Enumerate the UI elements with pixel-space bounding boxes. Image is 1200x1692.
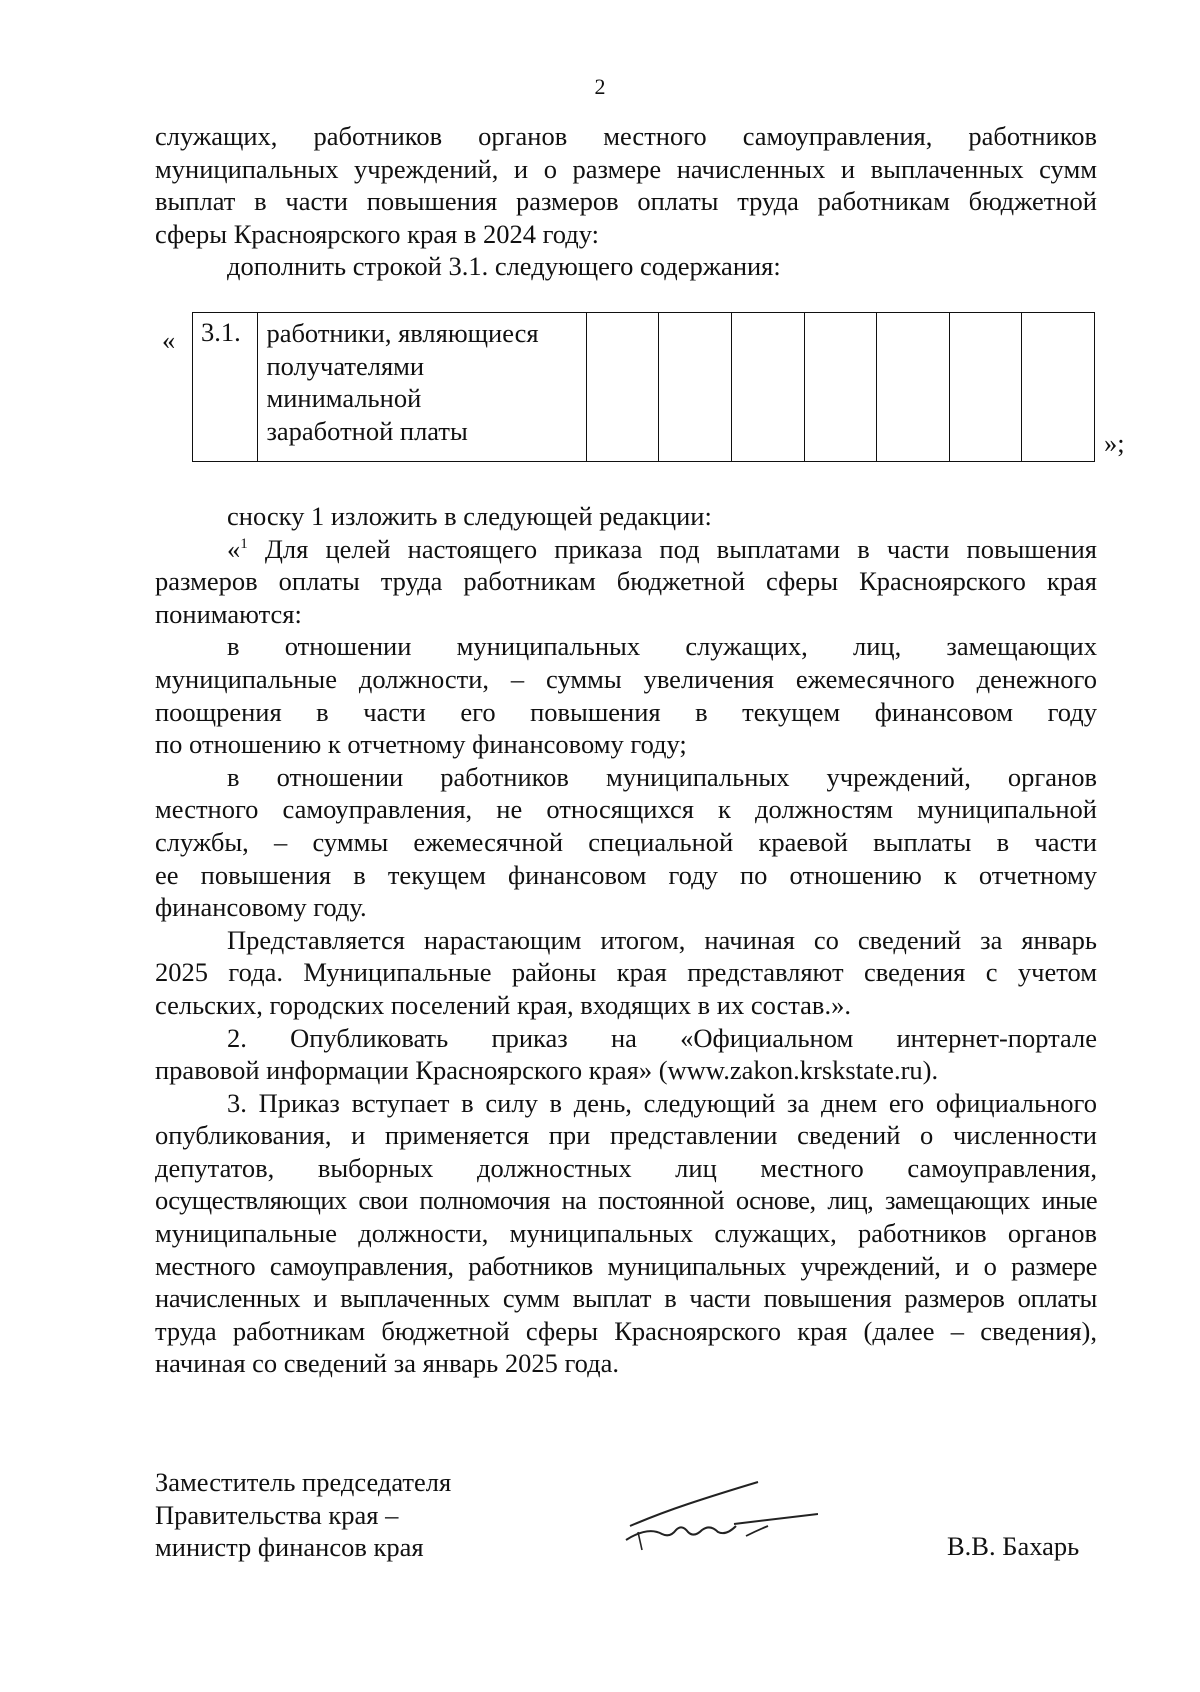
position-line: Правительства края – <box>155 1499 399 1530</box>
inserted-table-row <box>192 312 1095 462</box>
table-row <box>193 313 1095 462</box>
signatory-position <box>155 1466 451 1564</box>
text-line: осуществляющих свои полномочия на постоянной основе, лиц, замещающих иные <box>155 1185 1097 1216</box>
text-line: в отношении муниципальных служащих, лиц, замещающих <box>227 631 1097 662</box>
text-line: сферы Красноярского края в 2024 году: <box>155 218 600 249</box>
text-line: выплат в части повышения размеров оплаты труда работникам бюджетной <box>155 186 1097 217</box>
table-open-quote: « <box>162 325 176 355</box>
row-label-cell <box>258 313 586 462</box>
footnote-marker: 1 <box>240 535 248 552</box>
text-line: поощрения в части его повышения в текущем финансовом году <box>155 696 1097 727</box>
text-line: понимаются: <box>155 598 302 629</box>
row-label-line: заработной платы <box>266 415 468 446</box>
text-line: ее повышения в текущем финансовом году по отношению к отчетному <box>155 859 1097 890</box>
text-line: по отношению к отчетному финансовому году; <box>155 729 687 760</box>
footnote-open-quote: « <box>227 533 241 564</box>
row-label-line: работники, являющиеся <box>266 318 539 348</box>
text-line: в отношении работников муниципальных учреждений, органов <box>227 761 1097 792</box>
text-line: финансовому году. <box>155 892 367 923</box>
text-line: Представляется нарастающим итогом, начиная со сведений за январь <box>227 924 1097 955</box>
position-line: министр финансов края <box>155 1532 424 1563</box>
position-line: Заместитель председателя <box>155 1467 452 1497</box>
footnote-text: Для целей настоящего приказа под выплатами в части повышения <box>247 533 1097 564</box>
text-line: службы, – суммы ежемесячной специальной краевой выплаты в части <box>155 826 1097 857</box>
empty-cell <box>731 313 804 462</box>
footnote-first-line <box>155 533 1097 566</box>
text-line: труда работникам бюджетной сферы Красноярского края (далее – сведения), <box>155 1315 1097 1346</box>
empty-cell <box>586 313 659 462</box>
text-line: 2025 года. Муниципальные районы края представляют сведения с учетом <box>155 957 1097 988</box>
text-line: местного самоуправления, работников муниципальных учреждений, и о размере <box>155 1250 1097 1281</box>
add-row-instruction: дополнить строкой 3.1. следующего содержания: <box>227 251 781 282</box>
row-number-cell: 3.1. <box>193 313 258 462</box>
item-3-line: 3. Приказ вступает в силу в день, следующий за днем его официального <box>227 1087 1097 1118</box>
table-close-quote: »; <box>1104 428 1125 458</box>
empty-cell <box>804 313 877 462</box>
text-line: депутатов, выборных должностных лиц местного самоуправления, <box>155 1152 1097 1183</box>
text-line: сельских, городских поселений края, входящих в их состав.». <box>155 989 851 1020</box>
empty-cell <box>949 313 1022 462</box>
empty-cell <box>1022 313 1095 462</box>
text-line: муниципальные должности, муниципальных служащих, работников органов <box>155 1218 1097 1249</box>
empty-cell <box>659 313 732 462</box>
text-line: начисленных и выплаченных сумм выплат в части повышения размеров оплаты <box>155 1283 1097 1314</box>
text-line: муниципальные должности, – суммы увеличения ежемесячного денежного <box>155 663 1097 694</box>
main-body <box>155 500 1097 1380</box>
signatory-name: В.В. Бахарь <box>947 1531 1080 1561</box>
page-number: 2 <box>594 74 606 99</box>
text-line: начиная со сведений за январь 2025 года. <box>155 1348 620 1379</box>
footnote-instruction: сноску 1 изложить в следующей редакции: <box>227 501 712 531</box>
text-line: муниципальных учреждений, и о размере начисленных и выплаченных сумм <box>155 153 1097 184</box>
empty-cell <box>877 313 950 462</box>
text-line: местного самоуправления, не относящихся к должностям муниципальной <box>155 794 1097 825</box>
intro-paragraph <box>155 120 1097 283</box>
row-label-line: минимальной <box>266 383 422 414</box>
text-line: правовой информации Красноярского края» (www.zakon.krskstate.ru). <box>155 1055 939 1086</box>
row-label-line: получателями <box>266 350 425 381</box>
item-2-line: 2. Опубликовать приказ на «Официальном интернет-портале <box>227 1022 1097 1053</box>
text-line: опубликования, и применяется при представлении сведений о численности <box>155 1120 1097 1151</box>
text-line: размеров оплаты труда работникам бюджетной сферы Красноярского края <box>155 566 1097 597</box>
text-line: служащих, работников органов местного самоуправления, работников <box>155 121 1097 151</box>
handwritten-signature <box>618 1474 818 1554</box>
